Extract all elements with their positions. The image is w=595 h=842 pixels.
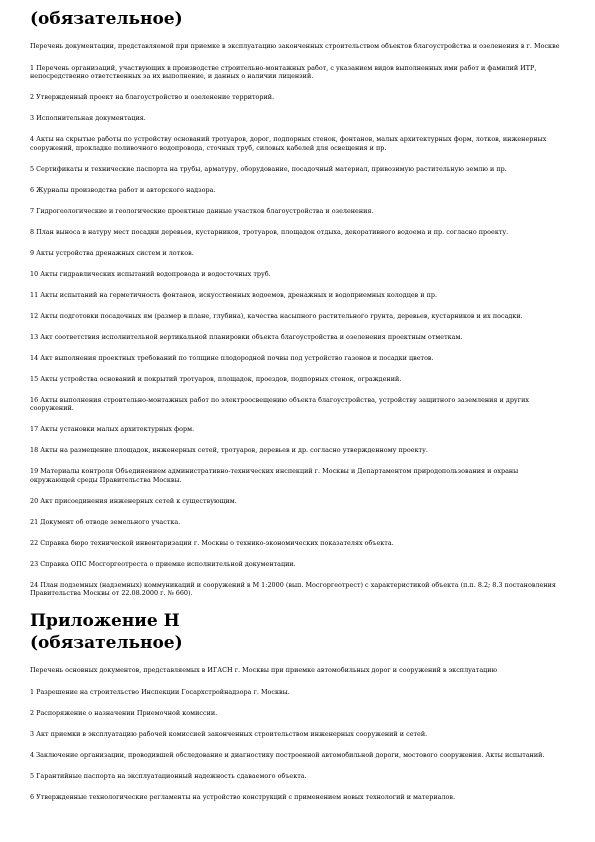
list-item: 8 План выноса в натуру мест посадки деревьев, кустарников, тротуаров, площадок отдыха, декоративного водоема и пр. согласно проекту. [30, 227, 509, 236]
appendix-intro: Перечень основных документов, представляемых в ИГАСН г. Москвы при приемке автомобильных дорог и сооружений в эксплуатацию [30, 666, 498, 675]
list-item: 17 Акты установки малых архитектурных форм. [30, 425, 195, 434]
list-item: 24 План подземных (надземных) коммуникаций и сооружений в М 1:2000 (вып. Мосгоргеотрест) с характеристикой объекта (п.п. 8.2; 8.3 постановления Правительства Москвы от 22.08.2000 г. № 660). [30, 580, 556, 598]
list-item: 3 Акт приемки в эксплуатацию рабочей комиссией законченных строительством инженерных сооружений и сетей. [30, 729, 428, 738]
list-item: 14 Акт выполнения проектных требований по толщине плодородной почвы под устройство газонов и посадки цветов. [30, 353, 434, 362]
list-item: 4 Акты на скрытые работы по устройству оснований тротуаров, дорог, подпорных стенок, фонтанов, малых архитектурных форм, лотков, инженерных сооружений, прокладке поливочного водопровода, сточных труб, силовых кабелей для освещения и пр. [30, 135, 547, 152]
list-item: 9 Акты устройства дренажных систем и лотков. [30, 248, 194, 257]
list-item: 23 Справка ОПС Мосгоргеотреста о приемке исполнительной документации. [30, 559, 296, 568]
list-item: 20 Акт присоединения инженерных сетей к существующим. [30, 496, 237, 505]
requirements-list [30, 64, 565, 598]
appendix-title: Приложение Н [30, 611, 180, 632]
list-item: 13 Акт соответствия исполнительной вертикальной планировки объекта благоустройства и озеленения проектным отметкам. [30, 332, 463, 341]
appendix-list [30, 688, 565, 802]
list-item: 3 Исполнительная документация. [30, 114, 146, 123]
list-item: 16 Акты выполнения строительно-монтажных работ по электроосвещению объекта благоустройства, устройству защитного заземления и других сооружений. [30, 395, 529, 413]
list-item: 6 Утвержденные технологические регламенты на устройство конструкций с применением новых технологий и материалов. [30, 792, 456, 801]
list-item: 2 Утвержденный проект на благоустройство и озеленение территорий. [30, 93, 275, 102]
list-item: 4 Заключение организации, проводившей обследование и диагностику построенной автомобильной дороги, мостового сооружения. Акты испытаний. [30, 750, 545, 759]
list-item: 2 Распоряжение о назначении Приемочной комиссии. [30, 708, 218, 717]
list-item: 5 Сертификаты и технические паспорта на трубы, арматуру, оборудование, посадочный материал, привозимую растительную землю и пр. [30, 164, 507, 173]
list-item: 15 Акты устройства оснований и покрытий тротуаров, площадок, проездов, подпорных стенок, ограждений. [30, 374, 402, 383]
list-item: 10 Акты гидравлических испытаний водопровода и водосточных труб. [30, 269, 271, 278]
list-item: 1 Разрешение на строительство Инспекции Госархстройнадзора г. Москвы. [30, 687, 290, 696]
list-item: 1 Перечень организаций, участвующих в производстве строительно-монтажных работ, с указанием видов выполненных ими работ и фамилий ИТР, непосредственно ответственных за их выполнение, и данных о наличии лицензий. [30, 63, 537, 81]
list-item: 12 Акты подготовки посадочных ям (размер в плане, глубина), качества насыпного растительного грунта, деревьев, кустарников и их посадки. [30, 311, 523, 320]
list-item: 21 Документ об отводе земельного участка. [30, 517, 181, 526]
appendix-subtitle: (обязательное) [30, 633, 183, 654]
list-item: 7 Гидрогеологические и геологические проектные данные участков благоустройства и озеленения. [30, 206, 374, 215]
section-heading: (обязательное) [30, 9, 183, 29]
list-item: 5 Гарантийные паспорта на эксплуатационный надежность сдаваемого объекта. [30, 771, 307, 780]
list-item: 22 Справка бюро технической инвентаризации г. Москвы о технико-экономических показателях объекта. [30, 538, 394, 547]
section-intro: Перечень документации, представляемой при приемке в эксплуатацию законченных строительством объектов благоустройства и озеленения в г. Москве [30, 42, 560, 50]
list-item: 18 Акты на размещение площадок, инженерных сетей, тротуаров, деревьев и др. согласно утвержденному проекту. [30, 446, 428, 455]
list-item: 11 Акты испытаний на герметичность фонтанов, искусственных водоемов, дренажных и водоприемных колодцев и пр. [30, 290, 438, 299]
appendix-heading [30, 610, 565, 654]
list-item: 19 Материалы контроля Объединением административно-технических инспекций г. Москвы и Департаментом природопользования и охраны окружающей среды Правительства Москвы. [30, 467, 519, 484]
list-item: 6 Журналы производства работ и авторского надзора. [30, 185, 216, 194]
